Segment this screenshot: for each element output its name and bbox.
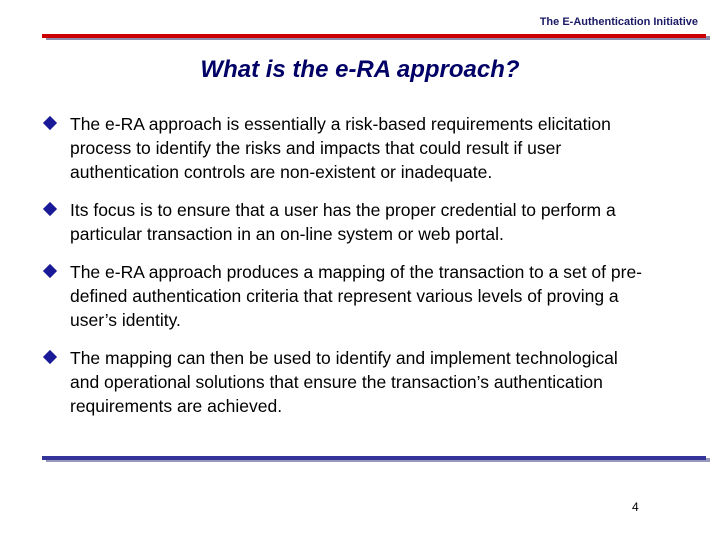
bullet-text: The mapping can then be used to identify and implement technological and operational solutions that ensure the transaction’s authentication requirements are achieved. — [70, 348, 618, 416]
footer-rule — [42, 456, 710, 462]
bullet-item — [42, 260, 642, 332]
bullet-list — [42, 112, 642, 432]
diamond-bullet-icon — [43, 116, 57, 130]
diamond-bullet-icon — [43, 350, 57, 364]
page-number: 4 — [632, 500, 639, 514]
bullet-item — [42, 112, 642, 184]
bullet-item — [42, 346, 642, 418]
header-rule — [42, 34, 710, 40]
header-title: The E-Authentication Initiative — [539, 16, 698, 28]
slide-title: What is the e-RA approach? — [200, 56, 520, 83]
bullet-item — [42, 198, 642, 246]
bullet-text: Its focus is to ensure that a user has the proper credential to perform a particular transaction in an on-line system or web portal. — [70, 200, 616, 244]
bullet-text: The e-RA approach produces a mapping of the transaction to a set of pre-defined authentication criteria that represent various levels of proving a user’s identity. — [70, 262, 643, 330]
diamond-bullet-icon — [43, 202, 57, 216]
bullet-text: The e-RA approach is essentially a risk-based requirements elicitation process to identify the risks and impacts that could result if user authentication controls are non-existent or inadequate. — [70, 114, 611, 182]
diamond-bullet-icon — [43, 264, 57, 278]
